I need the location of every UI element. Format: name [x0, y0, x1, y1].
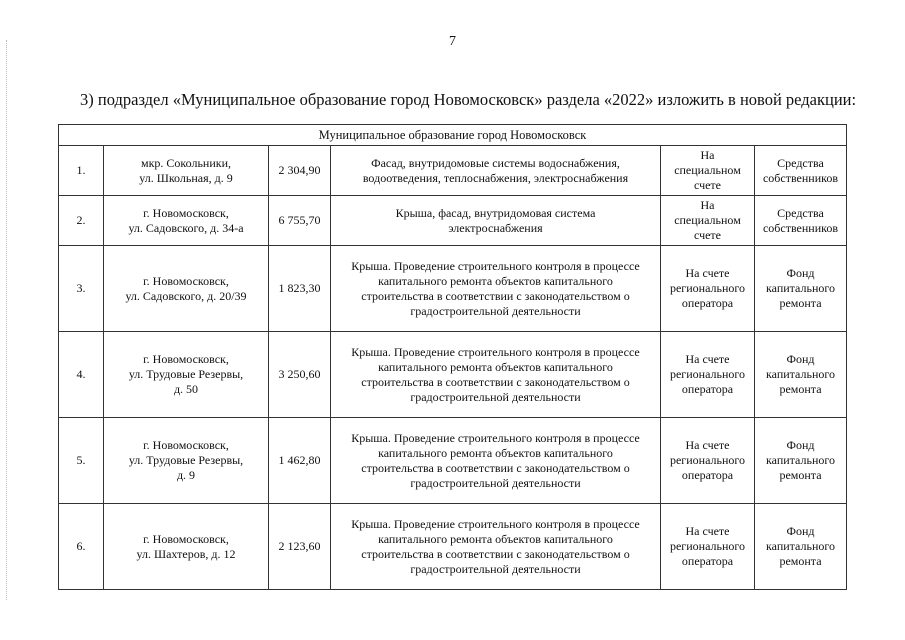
row-address-line: мкр. Сокольники, [140, 155, 232, 170]
row-account-type-line: регионального [669, 367, 746, 381]
row-account-type-line: оператора [681, 554, 734, 568]
row-funding-source-line: капитального [766, 539, 835, 553]
row-address [104, 246, 269, 332]
row-address-line: г. Новомосковск, [143, 438, 229, 452]
row-work-types [331, 246, 661, 332]
row-funding-source [755, 332, 847, 418]
row-account-type-line: счете [693, 228, 722, 242]
row-funding-source-line: капитального [766, 367, 835, 381]
row-work-types-line: Крыша. Проведение строительного контроля в процессе [351, 516, 640, 531]
row-account-type-line: На [700, 198, 715, 212]
row-number: 1. [59, 146, 104, 196]
table-row [59, 332, 847, 418]
row-account-type-line: оператора [681, 296, 734, 310]
row-funding-source-line: Фонд [786, 266, 815, 280]
row-address-line: д. 50 [173, 382, 199, 396]
table-row [59, 504, 847, 590]
table-row [59, 418, 847, 504]
row-funding-source-line: собственников [762, 220, 839, 235]
row-work-types-line: Крыша. Проведение строительного контроля в процессе [351, 344, 640, 359]
row-work-types-line: градостроительной деятельности [410, 475, 581, 490]
row-work-types [331, 146, 661, 196]
row-number: 4. [59, 332, 104, 418]
row-address-line: ул. Трудовые Резервы, [128, 453, 244, 467]
row-funding-source-line: ремонта [779, 382, 822, 396]
row-address-line: ул. Шахтеров, д. 12 [136, 546, 236, 561]
row-address-line: ул. Садовского, д. 20/39 [125, 288, 247, 303]
row-funding-source-line: Фонд [786, 352, 815, 366]
row-work-types-line: капитального ремонта объектов капитального [378, 531, 613, 546]
row-funding-source-line: собственников [762, 170, 839, 185]
row-work-types-line: водоотведения, теплоснабжения, электроснабжения [362, 170, 629, 185]
row-address-line: ул. Трудовые Резервы, [128, 367, 244, 381]
row-account-type-line: На счете [685, 352, 730, 366]
row-account-type-line: регионального [669, 539, 746, 553]
row-work-types-line: капитального ремонта объектов капитального [378, 359, 613, 374]
row-work-types [331, 504, 661, 590]
row-work-types-line: капитального ремонта объектов капитального [378, 445, 613, 460]
row-funding-source-line: ремонта [779, 296, 822, 310]
row-work-types-line: Крыша. Проведение строительного контроля в процессе [351, 258, 640, 273]
row-work-types [331, 332, 661, 418]
row-work-types-line: градостроительной деятельности [410, 389, 581, 404]
scan-margin-marks [6, 40, 11, 600]
row-address [104, 332, 269, 418]
row-address [104, 418, 269, 504]
row-work-types-line: Крыша, фасад, внутридомовая система [395, 205, 596, 220]
row-number: 3. [59, 246, 104, 332]
row-account-type-line: специальном [674, 213, 741, 227]
row-address [104, 504, 269, 590]
row-funding-source [755, 418, 847, 504]
row-work-types [331, 196, 661, 246]
section-title: Муниципальное образование город Новомосковск [59, 125, 847, 146]
row-address-line: г. Новомосковск, [143, 352, 229, 366]
row-funding-source [755, 146, 847, 196]
row-account-type [661, 332, 755, 418]
row-funding-source-line: капитального [766, 281, 835, 295]
row-address [104, 196, 269, 246]
row-account-type-line: регионального [669, 281, 746, 295]
row-funding-source [755, 246, 847, 332]
row-work-types-line: Фасад, внутридомовые системы водоснабжения, [371, 155, 620, 170]
row-area: 2 123,60 [269, 504, 331, 590]
row-account-type-line: На счете [685, 438, 730, 452]
row-work-types-line: градостроительной деятельности [410, 561, 581, 576]
row-account-type-line: специальном [674, 163, 741, 177]
row-funding-source [755, 196, 847, 246]
row-number: 6. [59, 504, 104, 590]
row-account-type [661, 196, 755, 246]
row-funding-source-line: капитального [766, 453, 835, 467]
row-address-line: г. Новомосковск, [143, 273, 229, 288]
row-number: 5. [59, 418, 104, 504]
row-account-type-line: На счете [685, 524, 730, 538]
row-work-types-line: строительства в соответствии с законодательством о [361, 288, 630, 303]
row-area: 6 755,70 [269, 196, 331, 246]
row-work-types [331, 418, 661, 504]
row-account-type [661, 246, 755, 332]
table-row [59, 146, 847, 196]
row-area: 1 462,80 [269, 418, 331, 504]
row-work-types-line: строительства в соответствии с законодательством о [361, 546, 630, 561]
row-address-line: д. 9 [176, 468, 196, 482]
row-account-type-line: счете [693, 178, 722, 192]
row-account-type-line: На счете [685, 266, 730, 280]
row-work-types-line: Крыша. Проведение строительного контроля в процессе [351, 430, 640, 445]
repair-table [58, 124, 847, 590]
section-title-row [59, 125, 847, 146]
row-funding-source-line: ремонта [779, 468, 822, 482]
row-funding-source-line: Средства [777, 205, 824, 220]
row-address-line: г. Новомосковск, [143, 205, 229, 220]
row-area: 1 823,30 [269, 246, 331, 332]
row-funding-source-line: Фонд [786, 524, 815, 538]
table-row [59, 196, 847, 246]
table-row [59, 246, 847, 332]
row-funding-source-line: Средства [777, 155, 824, 170]
section-heading: 3) подраздел «Муниципальное образование город Новомосковск» раздела «2022» изложить в новой редакции: [80, 90, 857, 109]
page-number: 7 [449, 34, 456, 49]
row-funding-source [755, 504, 847, 590]
row-number: 2. [59, 196, 104, 246]
row-work-types-line: градостроительной деятельности [410, 303, 581, 318]
row-address [104, 146, 269, 196]
row-address-line: ул. Школьная, д. 9 [139, 170, 233, 185]
row-funding-source-line: Фонд [786, 438, 815, 452]
row-address-line: г. Новомосковск, [143, 531, 229, 546]
row-address-line: ул. Садовского, д. 34-а [128, 220, 244, 235]
row-area: 2 304,90 [269, 146, 331, 196]
row-account-type-line: На [700, 148, 715, 162]
row-work-types-line: строительства в соответствии с законодательством о [361, 460, 630, 475]
row-account-type [661, 418, 755, 504]
row-funding-source-line: ремонта [779, 554, 822, 568]
row-account-type-line: регионального [669, 453, 746, 467]
row-work-types-line: капитального ремонта объектов капитального [378, 273, 613, 288]
row-work-types-line: строительства в соответствии с законодательством о [361, 374, 630, 389]
row-account-type-line: оператора [681, 468, 734, 482]
row-account-type [661, 146, 755, 196]
row-account-type-line: оператора [681, 382, 734, 396]
row-work-types-line: электроснабжения [448, 220, 543, 235]
row-area: 3 250,60 [269, 332, 331, 418]
row-account-type [661, 504, 755, 590]
